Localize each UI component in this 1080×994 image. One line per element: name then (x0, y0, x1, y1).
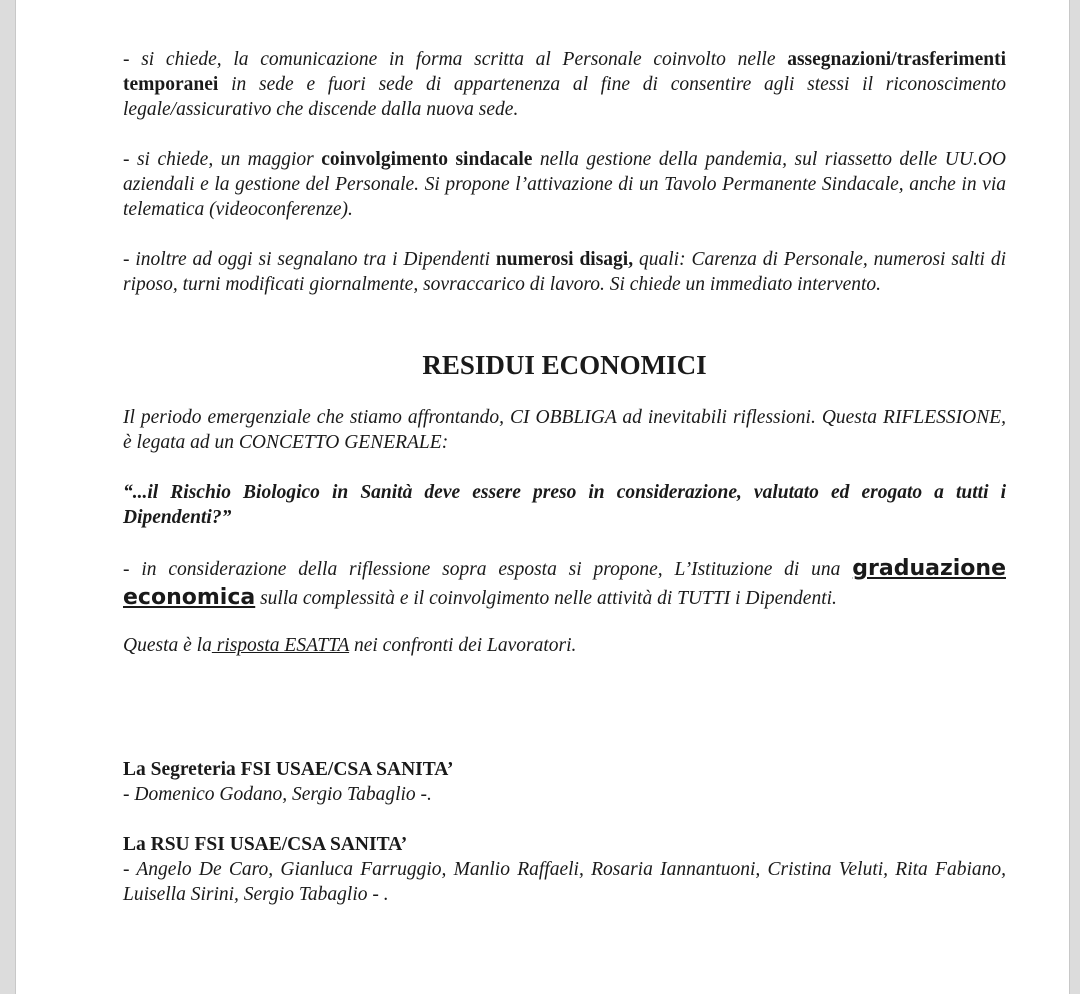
right-scroll-gutter (1069, 0, 1080, 994)
paragraph-periodo: Il periodo emergenziale che stiamo affrontando, CI OBBLIGA ad inevitabili riflessioni. Questa RIFLESSIONE, è legata ad un CONCETTO GENERALE: (123, 407, 1006, 453)
paragraph-graduazione: - in considerazione della riflessione sopra esposta si propone, L’Istituzione di una graduazione economica sulla complessità e il coinvolgimento nelle attività di TUTTI i Dipendenti. (123, 556, 1006, 610)
page-content (123, 47, 1006, 907)
paragraph-coinvolgimento: - si chiede, un maggior coinvolgimento sindacale nella gestione della pandemia, sul riassetto delle UU.OO aziendali e la gestione del Personale. Si propone l’attivazione di un Tavolo Permanente Sindacale, anche in via telematica (videoconferenze). (123, 149, 1007, 220)
paragraph-disagi: - inoltre ad oggi si segnalano tra i Dipendenti numerosi disagi, quali: Carenza di Personale, numerosi salti di riposo, turni modificati giornalmente, sovraccarico di lavoro. Si chiede un immediato intervento. (123, 249, 1007, 295)
paragraph-risposta: Questa è la risposta ESATTA nei confronti dei Lavoratori. (123, 635, 577, 656)
signature-rsu-names: - Angelo De Caro, Gianluca Farruggio, Manlio Raffaeli, Rosaria Iannantuoni, Cristina Veluti, Rita Fabiano, Luisella Sirini, Sergio Tabaglio - . (123, 859, 1006, 905)
paragraph-assegnazioni: - si chiede, la comunicazione in forma scritta al Personale coinvolto nelle assegnazioni/trasferimenti temporanei in sede e fuori sede di appartenenza al fine di consentire agli stessi il riconoscimento legale/assicurativo che discende dalla nuova sede. (123, 49, 1006, 120)
left-scroll-gutter (0, 0, 16, 994)
paragraph-quote: “...il Rischio Biologico in Sanità deve essere preso in considerazione, valutato ed erogato a tutti i Dipendenti?” (123, 482, 1006, 528)
signature-segreteria-title: La Segreteria FSI USAE/CSA SANITA’ (123, 759, 454, 780)
section-heading: RESIDUI ECONOMICI (422, 350, 707, 380)
signature-rsu-title: La RSU FSI USAE/CSA SANITA’ (123, 834, 408, 855)
signature-segreteria-names: - Domenico Godano, Sergio Tabaglio -. (123, 784, 432, 805)
document-page (16, 0, 1069, 994)
